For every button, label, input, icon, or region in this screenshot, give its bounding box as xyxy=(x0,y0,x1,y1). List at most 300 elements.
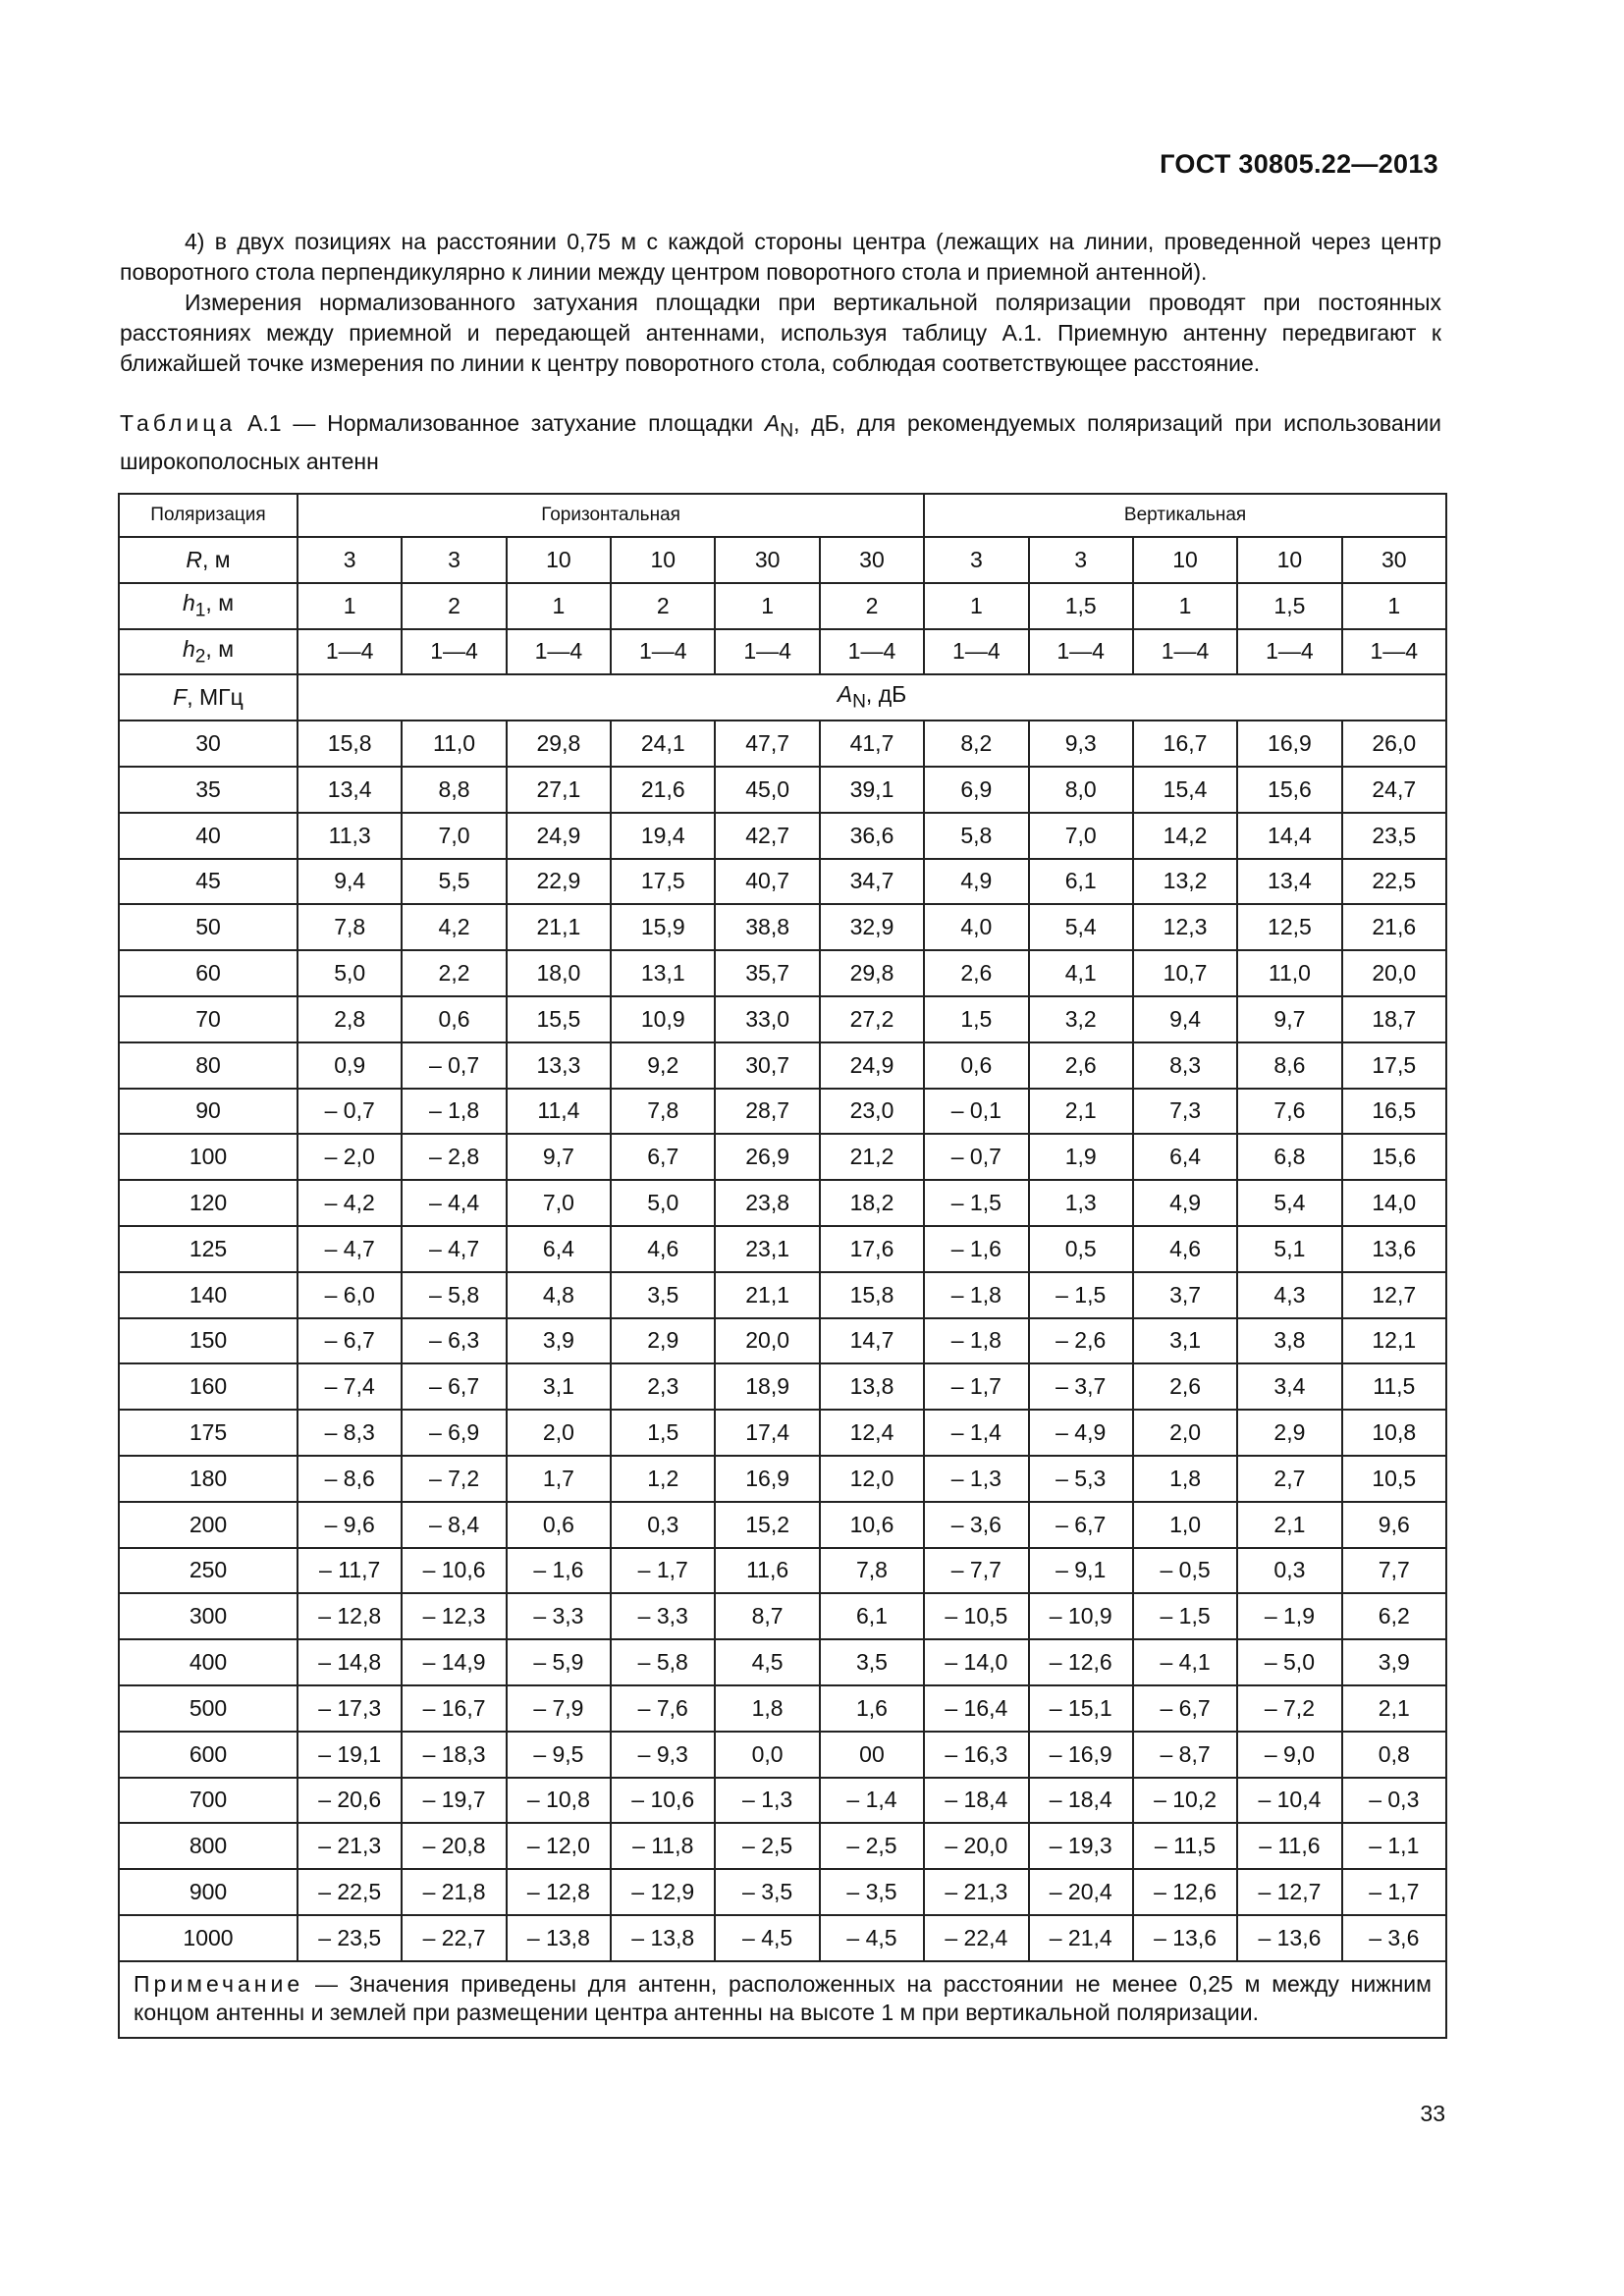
frequency-cell: 160 xyxy=(119,1363,298,1410)
attenuation-cell: 10,5 xyxy=(1342,1456,1446,1502)
attenuation-cell: 24,9 xyxy=(507,813,611,859)
h2-value: 1—4 xyxy=(1237,629,1341,675)
attenuation-cell: – 0,1 xyxy=(924,1089,1028,1135)
h2-value: 1—4 xyxy=(298,629,402,675)
caption-symbol: A xyxy=(764,410,781,436)
attenuation-cell: – 2,5 xyxy=(715,1823,819,1869)
attenuation-cell: – 4,2 xyxy=(298,1180,402,1226)
attenuation-cell: 1,2 xyxy=(611,1456,715,1502)
attenuation-cell: 7,8 xyxy=(611,1089,715,1135)
h1-value: 1,5 xyxy=(1029,583,1133,629)
attenuation-cell: – 6,9 xyxy=(402,1410,506,1456)
h2-row xyxy=(119,629,1446,675)
attenuation-cell: 3,1 xyxy=(1133,1318,1237,1364)
frequency-cell: 70 xyxy=(119,996,298,1042)
h1-unit: , м xyxy=(205,589,235,615)
caption-label: Таблица xyxy=(120,410,237,436)
h2-sub: 2 xyxy=(194,646,206,667)
attenuation-cell: 21,2 xyxy=(820,1134,924,1180)
attenuation-cell: – 6,7 xyxy=(402,1363,506,1410)
attenuation-cell: – 2,0 xyxy=(298,1134,402,1180)
attenuation-cell: – 11,7 xyxy=(298,1548,402,1594)
attenuation-cell: – 1,3 xyxy=(715,1778,819,1824)
attenuation-cell: – 8,3 xyxy=(298,1410,402,1456)
attenuation-cell: 16,9 xyxy=(1237,721,1341,767)
frequency-cell: 80 xyxy=(119,1042,298,1089)
attenuation-cell: 18,0 xyxy=(507,950,611,996)
attenuation-cell: 21,1 xyxy=(715,1272,819,1318)
attenuation-cell: – 12,7 xyxy=(1237,1869,1341,1915)
attenuation-cell: 9,4 xyxy=(298,859,402,905)
attenuation-cell: 23,5 xyxy=(1342,813,1446,859)
attenuation-cell: – 19,7 xyxy=(402,1778,506,1824)
attenuation-cell: – 1,7 xyxy=(924,1363,1028,1410)
attenuation-cell: 3,9 xyxy=(507,1318,611,1364)
attenuation-cell: 2,1 xyxy=(1237,1502,1341,1548)
h1-value: 1 xyxy=(715,583,819,629)
attenuation-cell: 13,4 xyxy=(298,767,402,813)
attenuation-cell: – 20,4 xyxy=(1029,1869,1133,1915)
polarization-label: Поляризация xyxy=(119,494,298,537)
attenuation-cell: – 13,8 xyxy=(611,1915,715,1961)
caption-text-before: А.1 — Нормализованное затухание площадки xyxy=(247,410,765,436)
attenuation-cell: 9,2 xyxy=(611,1042,715,1089)
attenuation-cell: 12,4 xyxy=(820,1410,924,1456)
attenuation-cell: 38,8 xyxy=(715,904,819,950)
frequency-cell: 90 xyxy=(119,1089,298,1135)
attenuation-cell: 47,7 xyxy=(715,721,819,767)
attenuation-cell: 1,9 xyxy=(1029,1134,1133,1180)
h2-value: 1—4 xyxy=(715,629,819,675)
attenuation-cell: – 3,3 xyxy=(507,1593,611,1639)
attenuation-cell: – 5,8 xyxy=(611,1639,715,1685)
attenuation-cell: – 11,8 xyxy=(611,1823,715,1869)
attenuation-cell: – 1,5 xyxy=(1133,1593,1237,1639)
attenuation-cell: 18,7 xyxy=(1342,996,1446,1042)
attenuation-cell: 17,4 xyxy=(715,1410,819,1456)
frequency-cell: 300 xyxy=(119,1593,298,1639)
attenuation-cell: – 1,6 xyxy=(924,1226,1028,1272)
r-value: 3 xyxy=(298,537,402,583)
attenuation-cell: 7,7 xyxy=(1342,1548,1446,1594)
attenuation-cell: 6,9 xyxy=(924,767,1028,813)
h1-value: 1 xyxy=(298,583,402,629)
attenuation-cell: 11,4 xyxy=(507,1089,611,1135)
attenuation-cell: 20,0 xyxy=(715,1318,819,1364)
frequency-cell: 45 xyxy=(119,859,298,905)
attenuation-cell: 0,8 xyxy=(1342,1732,1446,1778)
h1-symbol: h xyxy=(182,589,195,615)
attenuation-cell: – 6,0 xyxy=(298,1272,402,1318)
attenuation-cell: – 7,2 xyxy=(1237,1685,1341,1732)
r-value: 10 xyxy=(1237,537,1341,583)
attenuation-cell: – 1,7 xyxy=(611,1548,715,1594)
table-row xyxy=(119,1042,1446,1089)
h2-value: 1—4 xyxy=(402,629,506,675)
attenuation-cell: 34,7 xyxy=(820,859,924,905)
attenuation-cell: – 22,5 xyxy=(298,1869,402,1915)
frequency-cell: 400 xyxy=(119,1639,298,1685)
attenuation-cell: – 10,2 xyxy=(1133,1778,1237,1824)
attenuation-cell: 29,8 xyxy=(507,721,611,767)
attenuation-cell: – 21,3 xyxy=(298,1823,402,1869)
attenuation-cell: 7,0 xyxy=(507,1180,611,1226)
attenuation-cell: 11,0 xyxy=(402,721,506,767)
attenuation-cell: 6,4 xyxy=(1133,1134,1237,1180)
frequency-cell: 125 xyxy=(119,1226,298,1272)
attenuation-cell: – 13,6 xyxy=(1133,1915,1237,1961)
attenuation-cell: 8,7 xyxy=(715,1593,819,1639)
attenuation-cell: – 12,3 xyxy=(402,1593,506,1639)
r-value: 30 xyxy=(715,537,819,583)
attenuation-cell: 3,9 xyxy=(1342,1639,1446,1685)
attenuation-cell: 9,6 xyxy=(1342,1502,1446,1548)
attenuation-cell: 6,2 xyxy=(1342,1593,1446,1639)
attenuation-cell: – 6,7 xyxy=(1133,1685,1237,1732)
attenuation-cell: – 0,7 xyxy=(298,1089,402,1135)
attenuation-cell: 15,4 xyxy=(1133,767,1237,813)
r-value: 10 xyxy=(611,537,715,583)
attenuation-cell: – 10,8 xyxy=(507,1778,611,1824)
attenuation-cell: – 4,7 xyxy=(402,1226,506,1272)
attenuation-cell: 26,9 xyxy=(715,1134,819,1180)
attenuation-cell: – 18,3 xyxy=(402,1732,506,1778)
table-row xyxy=(119,1456,1446,1502)
attenuation-cell: 2,9 xyxy=(611,1318,715,1364)
attenuation-cell: 28,7 xyxy=(715,1089,819,1135)
attenuation-cell: 16,5 xyxy=(1342,1089,1446,1135)
attenuation-cell: 8,3 xyxy=(1133,1042,1237,1089)
attenuation-cell: 15,5 xyxy=(507,996,611,1042)
attenuation-cell: – 1,6 xyxy=(507,1548,611,1594)
attenuation-cell: 1,0 xyxy=(1133,1502,1237,1548)
attenuation-cell: 9,3 xyxy=(1029,721,1133,767)
attenuation-cell: 2,3 xyxy=(611,1363,715,1410)
frequency-cell: 250 xyxy=(119,1548,298,1594)
attenuation-cell: – 23,5 xyxy=(298,1915,402,1961)
attenuation-cell: – 3,5 xyxy=(820,1869,924,1915)
h1-value: 1 xyxy=(507,583,611,629)
table-row xyxy=(119,767,1446,813)
attenuation-cell: 27,2 xyxy=(820,996,924,1042)
attenuation-cell: 17,5 xyxy=(1342,1042,1446,1089)
attenuation-cell: – 21,3 xyxy=(924,1869,1028,1915)
attenuation-cell: 13,2 xyxy=(1133,859,1237,905)
r-value: 3 xyxy=(924,537,1028,583)
frequency-cell: 35 xyxy=(119,767,298,813)
attenuation-cell: 6,1 xyxy=(820,1593,924,1639)
frequency-cell: 500 xyxy=(119,1685,298,1732)
frequency-cell: 180 xyxy=(119,1456,298,1502)
attenuation-cell: – 21,4 xyxy=(1029,1915,1133,1961)
attenuation-cell: 22,5 xyxy=(1342,859,1446,905)
attenuation-cell: 5,0 xyxy=(298,950,402,996)
attenuation-cell: – 10,6 xyxy=(402,1548,506,1594)
table-row xyxy=(119,996,1446,1042)
attenuation-cell: 14,4 xyxy=(1237,813,1341,859)
attenuation-cell: 2,6 xyxy=(1029,1042,1133,1089)
table-row xyxy=(119,1226,1446,1272)
frequency-cell: 120 xyxy=(119,1180,298,1226)
attenuation-cell: 7,8 xyxy=(298,904,402,950)
attenuation-cell: 3,5 xyxy=(820,1639,924,1685)
frequency-cell: 140 xyxy=(119,1272,298,1318)
attenuation-cell: 42,7 xyxy=(715,813,819,859)
table-row xyxy=(119,1180,1446,1226)
attenuation-cell: 15,9 xyxy=(611,904,715,950)
f-unit: , МГц xyxy=(187,684,244,711)
attenuation-cell: 2,6 xyxy=(924,950,1028,996)
attenuation-cell: – 4,4 xyxy=(402,1180,506,1226)
attenuation-cell: 26,0 xyxy=(1342,721,1446,767)
f-label xyxy=(119,674,298,721)
attenuation-cell: 4,0 xyxy=(924,904,1028,950)
h2-value: 1—4 xyxy=(1342,629,1446,675)
attenuation-cell: – 9,3 xyxy=(611,1732,715,1778)
attenuation-cell: 13,4 xyxy=(1237,859,1341,905)
attenuation-cell: 18,9 xyxy=(715,1363,819,1410)
attenuation-cell: – 4,1 xyxy=(1133,1639,1237,1685)
attenuation-cell: – 1,3 xyxy=(924,1456,1028,1502)
attenuation-cell: – 1,5 xyxy=(1029,1272,1133,1318)
attenuation-cell: 14,2 xyxy=(1133,813,1237,859)
r-value: 3 xyxy=(1029,537,1133,583)
attenuation-cell: – 0,3 xyxy=(1342,1778,1446,1824)
attenuation-cell: 13,6 xyxy=(1342,1226,1446,1272)
attenuation-cell: – 13,8 xyxy=(507,1915,611,1961)
frequency-cell: 30 xyxy=(119,721,298,767)
h2-unit: , м xyxy=(205,635,235,662)
attenuation-cell: 30,7 xyxy=(715,1042,819,1089)
attenuation-cell: 00 xyxy=(820,1732,924,1778)
attenuation-cell: 16,9 xyxy=(715,1456,819,1502)
attenuation-cell: – 16,4 xyxy=(924,1685,1028,1732)
attenuation-cell: 9,7 xyxy=(507,1134,611,1180)
attenuation-cell: 0,6 xyxy=(402,996,506,1042)
table-row xyxy=(119,1639,1446,1685)
attenuation-cell: – 4,5 xyxy=(715,1915,819,1961)
attenuation-cell: – 14,9 xyxy=(402,1639,506,1685)
table-row xyxy=(119,859,1446,905)
r-value: 10 xyxy=(1133,537,1237,583)
attenuation-cell: – 4,7 xyxy=(298,1226,402,1272)
r-value: 10 xyxy=(507,537,611,583)
attenuation-cell: 41,7 xyxy=(820,721,924,767)
attenuation-cell: 4,6 xyxy=(1133,1226,1237,1272)
attenuation-cell: 8,8 xyxy=(402,767,506,813)
frequency-cell: 200 xyxy=(119,1502,298,1548)
attenuation-cell: 0,6 xyxy=(924,1042,1028,1089)
attenuation-cell: – 6,3 xyxy=(402,1318,506,1364)
table-row xyxy=(119,950,1446,996)
attenuation-cell: 16,7 xyxy=(1133,721,1237,767)
attenuation-cell: 29,8 xyxy=(820,950,924,996)
attenuation-cell: 10,9 xyxy=(611,996,715,1042)
attenuation-cell: 3,8 xyxy=(1237,1318,1341,1364)
table-row xyxy=(119,721,1446,767)
attenuation-cell: – 9,5 xyxy=(507,1732,611,1778)
attenuation-cell: 3,4 xyxy=(1237,1363,1341,1410)
attenuation-cell: – 0,7 xyxy=(924,1134,1028,1180)
attenuation-cell: – 8,7 xyxy=(1133,1732,1237,1778)
attenuation-cell: – 16,3 xyxy=(924,1732,1028,1778)
attenuation-cell: 2,0 xyxy=(507,1410,611,1456)
page-number: 33 xyxy=(1420,2101,1445,2126)
note-text: — Значения приведены для антенн, расположенных на расстоянии не менее 0,25 м между нижним концом антенны и землей при размещении центра антенны на высоте 1 м при вертикальной поляризации. xyxy=(134,1970,1432,2025)
attenuation-cell: – 7,2 xyxy=(402,1456,506,1502)
attenuation-cell: – 3,7 xyxy=(1029,1363,1133,1410)
attenuation-cell: – 10,4 xyxy=(1237,1778,1341,1824)
attenuation-cell: 12,7 xyxy=(1342,1272,1446,1318)
attenuation-cell: – 1,8 xyxy=(924,1318,1028,1364)
attenuation-cell: – 0,7 xyxy=(402,1042,506,1089)
attenuation-cell: 32,9 xyxy=(820,904,924,950)
attenuation-cell: – 9,6 xyxy=(298,1502,402,1548)
attenuation-cell: – 7,7 xyxy=(924,1548,1028,1594)
attenuation-table xyxy=(118,493,1447,2039)
r-row xyxy=(119,537,1446,583)
frequency-cell: 600 xyxy=(119,1732,298,1778)
attenuation-cell: 3,2 xyxy=(1029,996,1133,1042)
attenuation-cell: – 8,6 xyxy=(298,1456,402,1502)
attenuation-cell: 15,6 xyxy=(1342,1134,1446,1180)
attenuation-cell: 3,1 xyxy=(507,1363,611,1410)
attenuation-cell: 24,9 xyxy=(820,1042,924,1089)
attenuation-cell: 21,6 xyxy=(611,767,715,813)
attenuation-cell: – 3,6 xyxy=(924,1502,1028,1548)
frequency-cell: 900 xyxy=(119,1869,298,1915)
attenuation-cell: 1,3 xyxy=(1029,1180,1133,1226)
table-note-row xyxy=(119,1961,1446,2038)
table-row xyxy=(119,1685,1446,1732)
attenuation-cell: – 6,7 xyxy=(298,1318,402,1364)
attenuation-cell: 35,7 xyxy=(715,950,819,996)
attenuation-cell: – 3,3 xyxy=(611,1593,715,1639)
paragraph-text: Измерения нормализованного затухания площадки при вертикальной поляризации проводят при постоянных расстояниях между приемной и передающей антеннами, используя таблицу А.1. Приемную антенну передвигают к ближайшей точке измерения по линии к центру поворотного стола, соблюдая соответствующее расстояние. xyxy=(120,290,1441,376)
attenuation-cell: – 5,8 xyxy=(402,1272,506,1318)
r-symbol: R xyxy=(186,546,203,572)
note-label: Примечание xyxy=(134,1970,304,1997)
attenuation-cell: 3,5 xyxy=(611,1272,715,1318)
attenuation-cell: – 17,3 xyxy=(298,1685,402,1732)
table-caption xyxy=(120,408,1441,477)
attenuation-cell: 4,1 xyxy=(1029,950,1133,996)
attenuation-cell: 13,1 xyxy=(611,950,715,996)
attenuation-cell: 12,5 xyxy=(1237,904,1341,950)
attenuation-cell: 7,6 xyxy=(1237,1089,1341,1135)
attenuation-cell: 2,2 xyxy=(402,950,506,996)
table-row xyxy=(119,1732,1446,1778)
attenuation-cell: – 15,1 xyxy=(1029,1685,1133,1732)
attenuation-cell: 4,5 xyxy=(715,1639,819,1685)
attenuation-cell: – 22,7 xyxy=(402,1915,506,1961)
attenuation-cell: 7,8 xyxy=(820,1548,924,1594)
table-row xyxy=(119,1593,1446,1639)
attenuation-cell: 2,0 xyxy=(1133,1410,1237,1456)
h2-symbol: h xyxy=(182,635,195,662)
table-row xyxy=(119,904,1446,950)
attenuation-cell: – 12,6 xyxy=(1133,1869,1237,1915)
attenuation-cell: 0,5 xyxy=(1029,1226,1133,1272)
attenuation-cell: – 7,4 xyxy=(298,1363,402,1410)
r-value: 30 xyxy=(1342,537,1446,583)
attenuation-cell: 4,3 xyxy=(1237,1272,1341,1318)
attenuation-cell: – 12,8 xyxy=(298,1593,402,1639)
attenuation-cell: – 14,8 xyxy=(298,1639,402,1685)
attenuation-cell: 2,7 xyxy=(1237,1456,1341,1502)
attenuation-cell: – 19,3 xyxy=(1029,1823,1133,1869)
attenuation-cell: – 20,0 xyxy=(924,1823,1028,1869)
attenuation-cell: 36,6 xyxy=(820,813,924,859)
attenuation-cell: – 12,9 xyxy=(611,1869,715,1915)
attenuation-cell: 15,6 xyxy=(1237,767,1341,813)
attenuation-cell: 10,7 xyxy=(1133,950,1237,996)
table-row xyxy=(119,1410,1446,1456)
attenuation-cell: – 1,9 xyxy=(1237,1593,1341,1639)
attenuation-cell: – 18,4 xyxy=(1029,1778,1133,1824)
attenuation-cell: 27,1 xyxy=(507,767,611,813)
attenuation-cell: 4,2 xyxy=(402,904,506,950)
attenuation-cell: 23,8 xyxy=(715,1180,819,1226)
attenuation-cell: – 12,8 xyxy=(507,1869,611,1915)
an-sub: N xyxy=(852,692,866,714)
frequency-cell: 800 xyxy=(119,1823,298,1869)
attenuation-cell: – 13,6 xyxy=(1237,1915,1341,1961)
h2-label xyxy=(119,629,298,675)
h1-value: 2 xyxy=(611,583,715,629)
attenuation-cell: 40,7 xyxy=(715,859,819,905)
frequency-cell: 150 xyxy=(119,1318,298,1364)
paragraph-text: 4) в двух позициях на расстоянии 0,75 м с каждой стороны центра (лежащих на линии, проведенной через центр поворотного стола перпендикулярно к линии между центром поворотного стола и приемной антенной). xyxy=(120,229,1441,285)
attenuation-cell: 45,0 xyxy=(715,767,819,813)
attenuation-cell: 1,5 xyxy=(611,1410,715,1456)
attenuation-cell: 5,5 xyxy=(402,859,506,905)
table-row xyxy=(119,1548,1446,1594)
attenuation-cell: 10,6 xyxy=(820,1502,924,1548)
attenuation-cell: 8,2 xyxy=(924,721,1028,767)
attenuation-cell: 7,0 xyxy=(402,813,506,859)
attenuation-cell: 14,0 xyxy=(1342,1180,1446,1226)
attenuation-cell: 11,3 xyxy=(298,813,402,859)
attenuation-cell: 2,8 xyxy=(298,996,402,1042)
table-row xyxy=(119,1502,1446,1548)
f-row xyxy=(119,674,1446,721)
attenuation-cell: – 3,5 xyxy=(715,1869,819,1915)
attenuation-cell: 5,4 xyxy=(1029,904,1133,950)
attenuation-cell: – 18,4 xyxy=(924,1778,1028,1824)
h1-value: 1 xyxy=(924,583,1028,629)
attenuation-cell: 9,4 xyxy=(1133,996,1237,1042)
table-note xyxy=(119,1961,1446,2038)
attenuation-cell: 5,4 xyxy=(1237,1180,1341,1226)
attenuation-cell: 19,4 xyxy=(611,813,715,859)
attenuation-cell: – 1,8 xyxy=(924,1272,1028,1318)
attenuation-cell: 8,0 xyxy=(1029,767,1133,813)
f-symbol: F xyxy=(173,684,188,711)
attenuation-cell: – 3,6 xyxy=(1342,1915,1446,1961)
frequency-cell: 50 xyxy=(119,904,298,950)
attenuation-cell: 0,0 xyxy=(715,1732,819,1778)
table-row xyxy=(119,1272,1446,1318)
attenuation-cell: 22,9 xyxy=(507,859,611,905)
an-symbol: A xyxy=(837,681,853,708)
attenuation-cell: – 14,0 xyxy=(924,1639,1028,1685)
r-value: 3 xyxy=(402,537,506,583)
r-value: 30 xyxy=(820,537,924,583)
attenuation-cell: – 1,1 xyxy=(1342,1823,1446,1869)
attenuation-cell: – 4,5 xyxy=(820,1915,924,1961)
attenuation-cell: – 10,9 xyxy=(1029,1593,1133,1639)
